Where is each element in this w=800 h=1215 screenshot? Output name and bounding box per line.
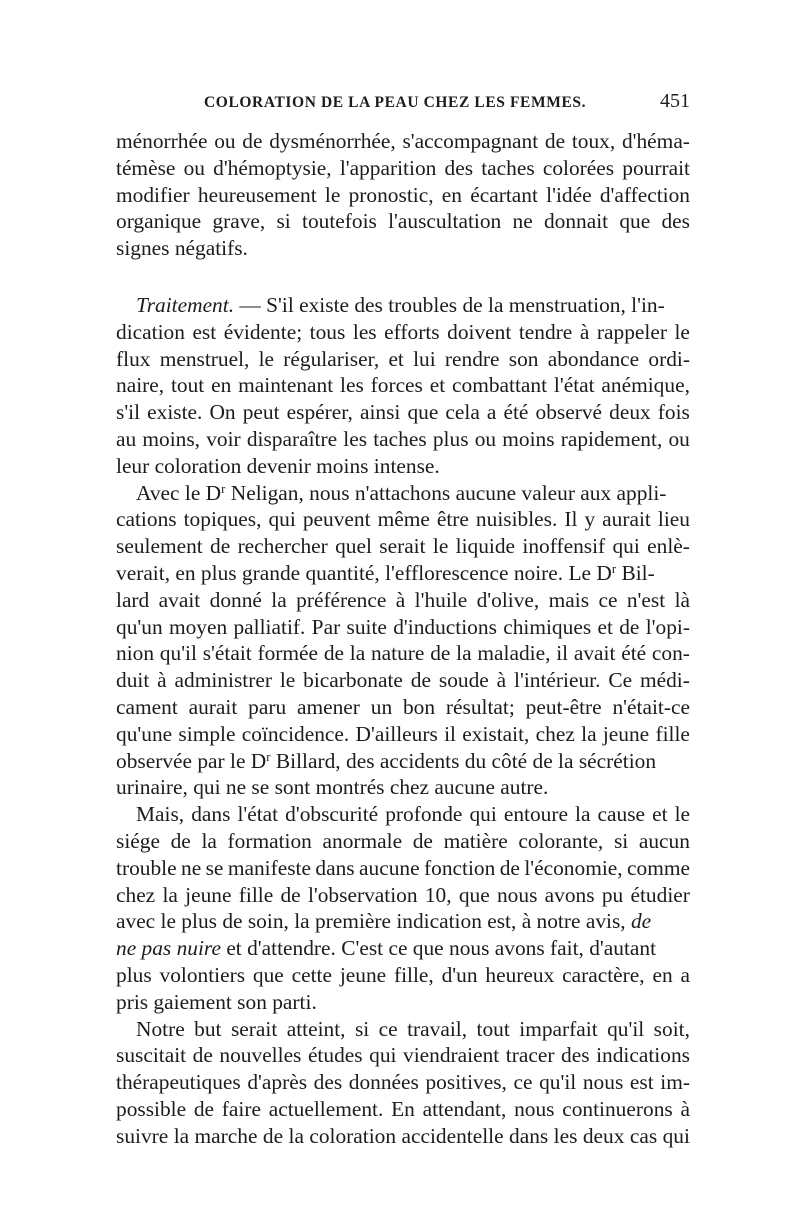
text-line: dication est évidente; tous les efforts doivent tendre à rappeler le (116, 319, 690, 344)
text-line: cament aurait paru amener un bon résultat; peut-être n'était-ce (116, 694, 690, 719)
text-line: ne pas nuire et d'attendre. C'est ce que nous avons fait, d'autant (116, 936, 657, 961)
text-line: s'il existe. On peut espérer, ainsi que cela a été observé deux fois (116, 400, 690, 425)
text-line: modifier heureusement le pronostic, en écartant l'idée d'affection (116, 182, 690, 207)
paragraph-obscurite (116, 801, 690, 1015)
text-line: flux menstruel, le régulariser, et lui rendre son abondance ordi- (116, 346, 690, 371)
text-line: au moins, voir disparaître les taches plus ou moins rapidement, ou (116, 426, 690, 451)
text-line: duit à administrer le bicarbonate de soude à l'intérieur. Ce médi- (116, 668, 690, 693)
text-line: thérapeutiques d'après des données positives, ce qu'il nous est im- (116, 1070, 690, 1095)
text-line: Avec le $D^r$ Neligan, nous n'attachons aucune valeur aux appli- (136, 480, 667, 505)
text-line: observée par le $D^r$ Billard, des accidents du côté de la sécrétion (116, 748, 657, 773)
text-line: seulement de rechercher quel serait le liquide inoffensif qui enlè- (116, 534, 690, 559)
text-line: Notre but serait atteint, si ce travail, tout imparfait qu'il soit, (136, 1016, 690, 1041)
text-line: témèse ou d'hémoptysie, l'apparition des taches colorées pourrait (116, 155, 690, 180)
text-line: Mais, dans l'état d'obscurité profonde qui entoure la cause et le (136, 802, 690, 827)
text-line: qu'un moyen palliatif. Par suite d'inductions chimiques et de l'opi- (116, 614, 690, 639)
text-line: siége de la formation anormale de matière colorante, si aucun (116, 828, 690, 853)
text-line: suivre la marche de la coloration accidentelle dans les deux cas qui (116, 1123, 690, 1148)
text-line: chez la jeune fille de l'observation 10, que nous avons pu étudier (116, 882, 690, 907)
text-line: urinaire, qui ne se sont montrés chez aucune autre. (116, 775, 549, 800)
running-title: COLORATION DE LA PEAU CHEZ LES FEMMES. (204, 94, 587, 111)
text-line: organique grave, si toutefois l'auscultation ne donnait que des (116, 209, 690, 234)
paragraph-diagnosis-end (116, 128, 690, 262)
paragraph-traitement (116, 292, 690, 480)
text-line: naire, tout en maintenant les forces et combattant l'état anémique, (116, 373, 690, 398)
paragraph-neligan (116, 480, 690, 802)
text-line: ménorrhée ou de dysménorrhée, s'accompagnant de toux, d'héma- (116, 129, 690, 153)
text-line: lard avait donné la préférence à l'huile d'olive, mais ce n'est là (116, 587, 690, 612)
text-line: pris gaiement son parti. (116, 989, 317, 1014)
paragraph-conclusion (116, 1016, 690, 1150)
text-line: plus volontiers que cette jeune fille, d'un heureux caractère, en a (116, 962, 690, 987)
text-line: possible de faire actuellement. En attendant, nous continuerons à (116, 1096, 690, 1121)
page-body (116, 128, 690, 1149)
text-line: avec le plus de soin, la première indication est, à notre avis, de (116, 909, 652, 934)
page-number: 451 (660, 90, 690, 112)
text-line: suscitait de nouvelles études qui viendraient tracer des indications (116, 1043, 690, 1068)
text-line: cations topiques, qui peuvent même être nuisibles. Il y aurait lieu (116, 507, 690, 532)
text-line: Traitement. — S'il existe des troubles de la menstruation, l'in- (136, 292, 665, 317)
text-line: qu'une simple coïncidence. D'ailleurs il existait, chez la jeune fille (116, 721, 690, 746)
section-heading: Traitement. (136, 292, 235, 317)
text-line: verait, en plus grande quantité, l'efflorescence noire. Le $D^r$ Bil- (116, 560, 655, 585)
text-line: leur coloration devenir moins intense. (116, 453, 440, 478)
text-line: nion qu'il s'était formée de la nature de la maladie, il avait été con- (116, 641, 690, 666)
text-line: signes négatifs. (116, 236, 248, 261)
text-line: trouble ne se manifeste dans aucune fonction de l'économie, comme (116, 855, 690, 880)
page-header (116, 90, 690, 124)
